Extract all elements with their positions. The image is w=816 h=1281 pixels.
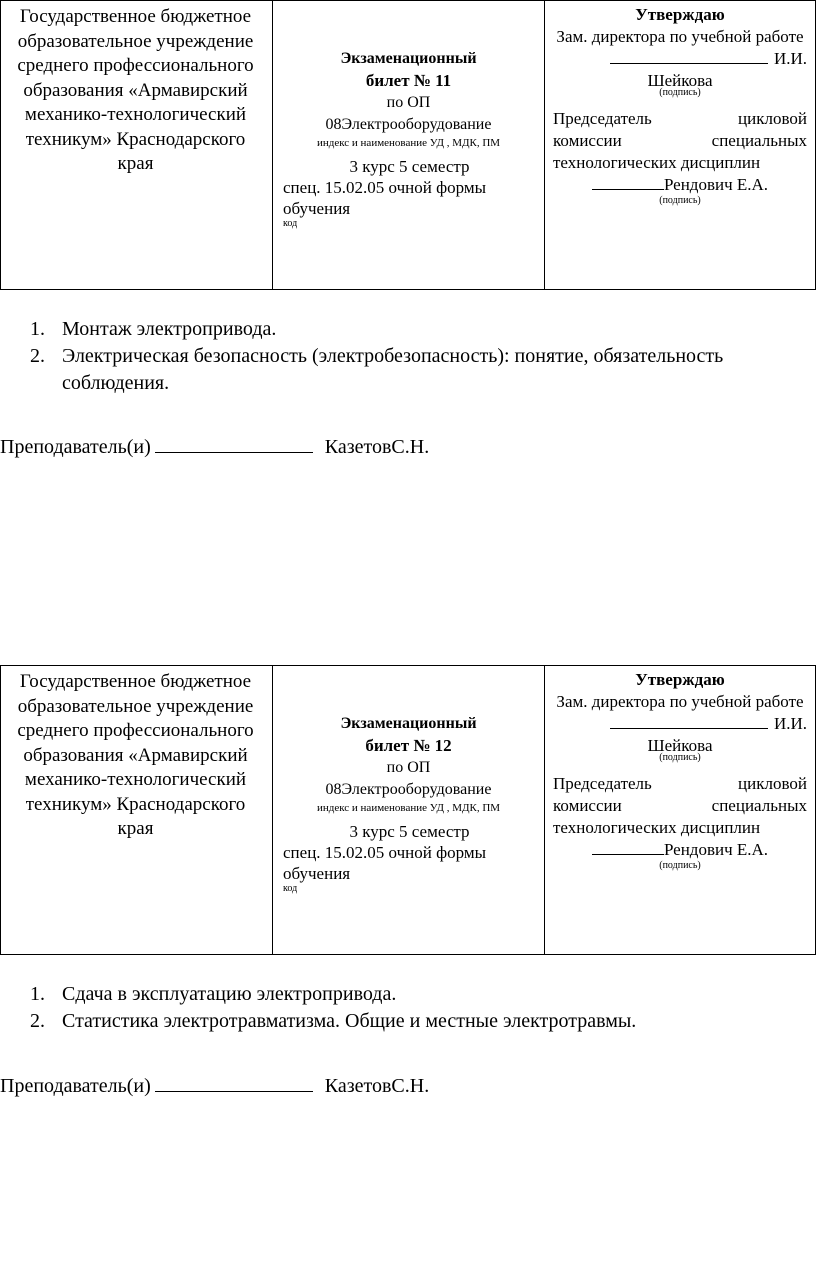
question-item: [30, 981, 806, 1008]
chair-line-2: комиссии специальных: [553, 796, 807, 815]
signature-hint: (подпись): [659, 752, 701, 763]
institution-cell: [1, 1, 273, 289]
institution-name: Государственное бюджетное образовательное учреждение среднего профессионального образования «Армавирский механико-технологический техникум» Краснодарского края: [17, 671, 254, 839]
ticket-header-table: [0, 665, 816, 955]
ticket-title: [281, 48, 536, 150]
course-info: [283, 821, 536, 894]
code-hint: код: [283, 883, 298, 894]
teacher-name: КазетовС.Н.: [324, 1075, 430, 1097]
approval-block: [553, 4, 807, 206]
teacher-name: КазетовС.Н.: [324, 436, 430, 458]
ticket-title-cell: [273, 1, 545, 289]
deputy-signature-line: [553, 48, 807, 70]
approve-label: Утверждаю: [635, 670, 725, 689]
question-number: 2.: [30, 1010, 45, 1032]
chair-signature-line: [553, 839, 807, 861]
teacher-line: [0, 1073, 429, 1098]
signature-blank: [610, 49, 768, 64]
question-text: Электрическая безопасность (электробезопасность): понятие, обязательность соблюдения.: [62, 345, 724, 394]
chair-name: Рендович Е.А.: [663, 175, 769, 194]
question-item: [30, 1008, 806, 1035]
approval-cell: [545, 666, 815, 954]
teacher-label: Преподаватель(и): [0, 1075, 151, 1097]
specialty: спец. 15.02.05 очной формы обучения: [283, 178, 487, 218]
subject-name: 08Электрооборудование: [325, 781, 492, 798]
approval-block: [553, 669, 807, 871]
chair-line-3: технологических дисциплин: [553, 818, 761, 837]
signature-hint: (подпись): [659, 195, 701, 206]
deputy-initials: И.И.: [773, 49, 807, 68]
approval-cell: [545, 1, 815, 289]
question-number: 1.: [30, 983, 45, 1005]
deputy-title: Зам. директора по учебной работе: [556, 692, 804, 711]
exam-label: Экзаменационный: [340, 50, 477, 67]
teacher-label: Преподаватель(и): [0, 436, 151, 458]
ticket-number: билет № 11: [365, 71, 452, 90]
exam-label: Экзаменационный: [340, 715, 477, 732]
question-text: Монтаж электропривода.: [62, 318, 277, 340]
chair-name: Рендович Е.А.: [663, 840, 769, 859]
question-text: Статистика электротравматизма. Общие и местные электротравмы.: [62, 1010, 637, 1032]
question-number: 2.: [30, 345, 45, 367]
signature-hint: (подпись): [659, 87, 701, 98]
subject-hint: индекс и наименование УД , МДК, ПМ: [316, 137, 501, 149]
subject-hint: индекс и наименование УД , МДК, ПМ: [316, 802, 501, 814]
course-info: [283, 156, 536, 229]
question-number: 1.: [30, 318, 45, 340]
signature-blank: [155, 1073, 313, 1092]
deputy-initials: И.И.: [773, 714, 807, 733]
question-text: Сдача в эксплуатацию электропривода.: [62, 983, 397, 1005]
course-semester: 3 курс 5 семестр: [349, 157, 470, 176]
question-list: [30, 981, 806, 1035]
chair-line-3: технологических дисциплин: [553, 153, 761, 172]
subject-name: 08Электрооборудование: [325, 116, 492, 133]
course-semester: 3 курс 5 семестр: [349, 822, 470, 841]
deputy-surname: Шейкова: [647, 736, 713, 755]
question-item: [30, 316, 806, 343]
signature-hint: (подпись): [659, 860, 701, 871]
institution-name: Государственное бюджетное образовательное учреждение среднего профессионального образования «Армавирский механико-технологический техникум» Краснодарского края: [17, 6, 254, 174]
ticket-header-table: [0, 0, 816, 290]
ticket-number: билет № 12: [365, 736, 452, 755]
question-list: [30, 316, 806, 397]
teacher-line: [0, 434, 429, 459]
ticket-title: [281, 713, 536, 815]
ticket-title-cell: [273, 666, 545, 954]
subject-prefix: по ОП: [386, 759, 431, 776]
deputy-signature-line: [553, 713, 807, 735]
deputy-surname: Шейкова: [647, 71, 713, 90]
chair-line-1: Председатель цикловой: [553, 774, 807, 793]
question-item: [30, 343, 806, 397]
chair-line-1: Председатель цикловой: [553, 109, 807, 128]
signature-blank: [610, 714, 768, 729]
deputy-title: Зам. директора по учебной работе: [556, 27, 804, 46]
specialty: спец. 15.02.05 очной формы обучения: [283, 843, 487, 883]
approve-label: Утверждаю: [635, 5, 725, 24]
chair-line-2: комиссии специальных: [553, 131, 807, 150]
signature-blank: [592, 175, 664, 190]
code-hint: код: [283, 218, 298, 229]
signature-blank: [592, 840, 664, 855]
institution-cell: [1, 666, 273, 954]
chair-signature-line: [553, 174, 807, 196]
signature-blank: [155, 434, 313, 453]
subject-prefix: по ОП: [386, 94, 431, 111]
